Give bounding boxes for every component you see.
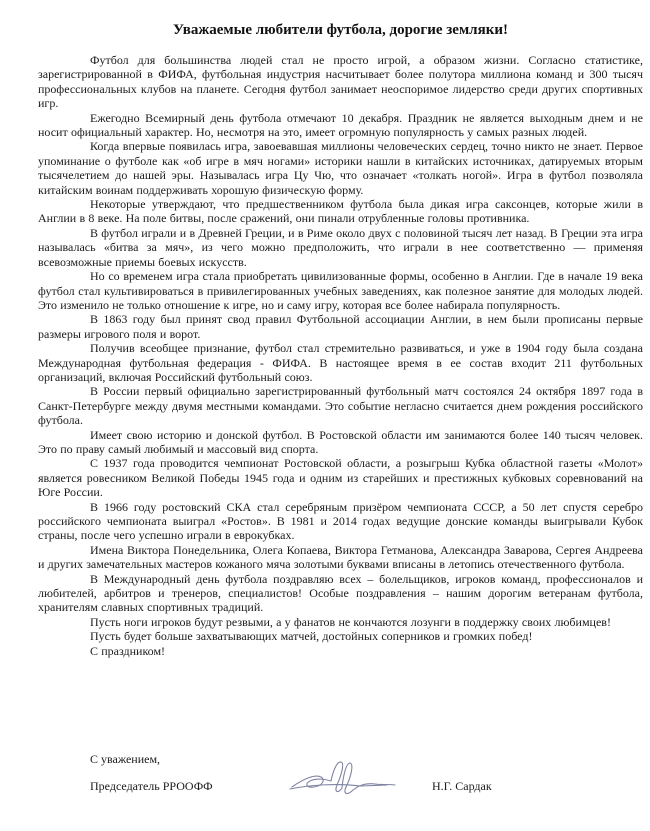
letter-paragraph: В России первый официально зарегистрированный футбольный матч состоялся 24 октября 1897 года в Санкт-Петербурге между двумя местными командами. Это событие негласно считается днем рождения российского футбола. (38, 384, 643, 428)
signer-position: Председатель РРООФФ (90, 779, 213, 793)
letter-paragraph: С праздником! (90, 643, 166, 658)
signature-image (288, 757, 400, 803)
letter-paragraph: В 1863 году был принят свод правил Футбольной ассоциации Англии, в нем были прописаны первые размеры игрового поля и ворот. (38, 312, 643, 341)
letter-body (38, 53, 643, 756)
letter-paragraph: Футбол для большинства людей стал не просто игрой, а образом жизни. Согласно статистике, зарегистрированной в ФИФА, футбольная индустрия насчитывает более полутора миллиона команд и 300 тысяч профессиональных клубов на планете. Сегодня футбол занимает неоспоримое лидерство среди других спортивных игр. (38, 53, 643, 111)
letter-paragraph: В футбол играли и в Древней Греции, и в Риме около двух с половиной тысяч лет назад. В Греции эта игра называлась «битва за мяч», из чего можно предположить, что играли в нее соответственно — применяя всевозможные приемы боевых искусств. (38, 225, 643, 269)
signature-row (38, 779, 643, 799)
letter-paragraph: В 1966 году ростовский СКА стал серебряным призёром чемпионата СССР, а 50 лет спустя серебро российского чемпионата выиграл «Ростов». В 1981 и 2014 годах ведущие донские команды выигрывали Кубок страны, после чего успешно играли в еврокубках. (38, 499, 643, 543)
letter-paragraph: Некоторые утверждают, что предшественником футбола была дикая игра саксонцев, которые жили в Англии в 8 веке. На поле битвы, после сражений, они пинали отрубленные головы противника. (38, 197, 643, 226)
letter-paragraph: Но со временем игра стала приобретать цивилизованные формы, особенно в Англии. Где в начале 19 века футбол стал культивироваться в привилегированных учебных заведениях, как полезное занятие для молодых людей. Это изменило не только отношение к игре, но и саму игру, которая все более набирала популярность. (38, 269, 643, 312)
signer-name: Н.Г. Сардак (432, 779, 492, 793)
closing-salutation: С уважением, (90, 752, 161, 766)
letter-paragraph: Ежегодно Всемирный день футбола отмечают 10 декабря. Праздник не является выходным днем и не носит официальный характер. Но, несмотря на это, имеет огромную популярность у самых разных людей. (38, 110, 643, 140)
letter-paragraph: Имеет свою историю и донской футбол. В Ростовской области им занимаются более 140 тысяч человек. Это по праву самый любимый и массовый вид спорта. (38, 427, 643, 456)
letter-paragraph: Когда впервые появилась игра, завоевавшая миллионы человеческих сердец, точно никто не знает. Первое упоминание о футболе как «об игре в мяч ногами» историки нашли в китайских источниках, датируемых вторым тысячелетием до нашей эры. Называлась игра Цу Чю, что означает «толкать ногой». Игра в футбол позволяла китайским воинам поддерживать хорошую физическую форму. (38, 139, 643, 197)
letter-paragraph: С 1937 года проводится чемпионат Ростовской области, а розыгрыш Кубка областной газеты «Молот» является ровесником Великой Победы 1945 года и одним из старейших и престижных кубковых соревнований на Юге России. (38, 456, 643, 500)
letter-paragraph: В Международный день футбола поздравляю всех – болельщиков, игроков команд, профессионалов и любителей, арбитров и тренеров, специалистов! Особые поздравления – нашим дорогим ветеранам футбола, хранителям славных спортивных традиций. (38, 571, 643, 615)
letter-paragraph: Имена Виктора Понедельника, Олега Копаева, Виктора Гетманова, Александра Заварова, Сергея Андреева и других замечательных мастеров кожаного мяча золотыми буквами вписаны в летопись отечественного футбола. (38, 542, 643, 572)
letter-paragraph: Получив всеобщее признание, футбол стал стремительно развиваться, и уже в 1904 году была создана Международная футбольная федерация - ФИФА. В настоящее время в ее состав входит 211 футбольных организаций, включая Российский футбольный союз. (38, 341, 643, 384)
letter-paragraph: Пусть будет больше захватывающих матчей, достойных соперников и громких побед! (90, 629, 533, 644)
letter-paragraph: Пусть ноги игроков будут резвыми, а у фанатов не кончаются лозунги в поддержку своих любимцев! (90, 614, 611, 629)
letter-closing (38, 752, 643, 799)
letter-title: Уважаемые любители футбола, дорогие земляки! (172, 22, 508, 38)
